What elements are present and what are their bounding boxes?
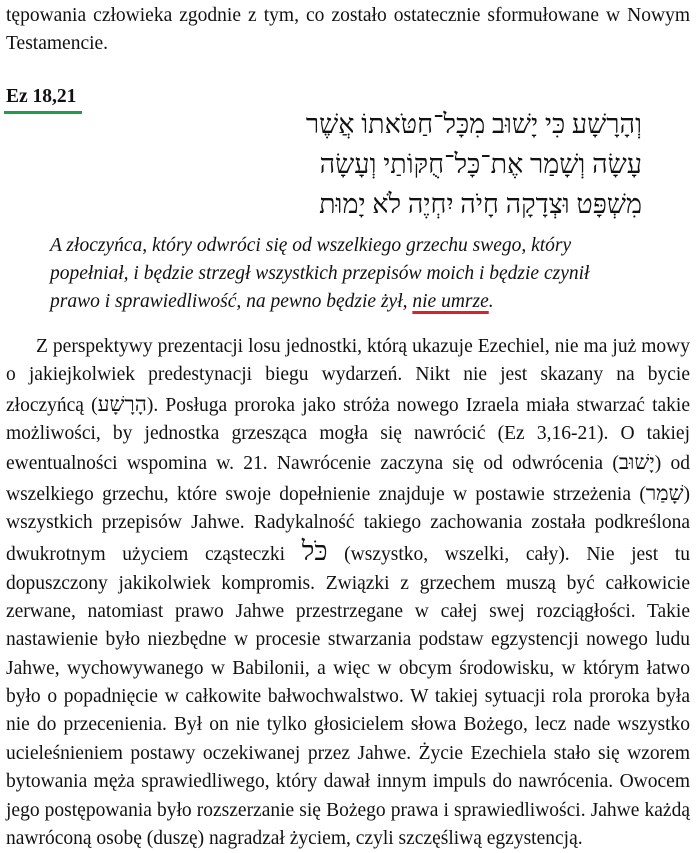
hebrew-word-yashuv: יָשׁוּב	[618, 450, 655, 475]
translation-line-3-end: .	[488, 291, 494, 312]
hebrew-word-kol: כֹּל	[301, 536, 328, 567]
commentary-part-1: Z perspektywy prezentacji losu jednostki, którą ukazuje Ezechiel, nie ma już mowy o jakiejkolwiek predestynacji biegu wydarzeń. Nikt nie jest skazany na bycie złoczyńcą (	[6, 336, 690, 416]
hebrew-word-harasha: הָרָשָׁע	[97, 391, 147, 416]
commentary-part-5: (wszystko, wszelki, cały). Nie jest tu dopuszczony jakikolwiek kompromis. Związki z grzechem muszą być całkowicie zerwane, natomiast prawo Jahwe przestrzegane w całej swej rozciągłości. Takie nastawienie było niezbędne w procesie stwarzania podstaw egzystencji nowego ludu Jahwe, wychowywanego w Babilonii, a więc w obcym środowisku, w którym łatwo było o popadnięcie w całkowite bałwochwalstwo. W takiej sytuacji rola proroka była nie do przecenienia. Był on nie tylko głosicielem słowa Bożego, lecz nade wszystko ucieleśnieniem postawy oczekiwanej przez Jahwe. Życie Ezechiela stało się wzorem bytowania męża sprawiedliwego, który dawał innym impuls do nawrócenia. Owocem jego postępowania było rozszerzanie się Bożego prawa i sprawiedliwości. Jahwe każdą nawróconą osobę (duszę) nagradzał życiem, czyli szczęśliwą egzystencją.	[6, 544, 690, 849]
hebrew-word-shamar: שָׁמַר	[645, 480, 684, 505]
translation-line-3	[50, 288, 670, 316]
hebrew-line-3: מִשְׁפָּט וּצְדָקָה חָיֹה יִחְיֶה לֹא יָמוּת	[319, 189, 642, 219]
verse-reference: Ez 18,21	[6, 86, 77, 107]
translation-line-1: A złoczyńca, który odwróci się od wszelkiego grzechu swego, który	[50, 235, 572, 256]
underlined-phrase: nie umrze	[412, 291, 489, 312]
verse-reference-underline	[4, 111, 82, 114]
commentary-paragraph	[6, 333, 690, 853]
commentary	[6, 333, 690, 853]
polish-translation	[50, 232, 670, 316]
commentary-part-4: ) wszystkich przepisów Jahwe. Radykalność takiego zachowania została podkreślona dwukrotnym użyciem cząsteczki	[6, 483, 690, 566]
translation-line-3-text: prawo i sprawiedliwość, na pewno będzie żył,	[50, 291, 408, 312]
translation-line-2: popełniał, i będzie strzegł wszystkich przepisów moich i będzie czynił	[50, 263, 590, 284]
intro-paragraph: tępowania człowieka zgodnie z tym, co zostało ostatecznie sformułowane w Nowym Testamencie.	[6, 5, 690, 54]
commentary-part-3: ) od wszelkiego grzechu, które swoje dopełnienie znajduje w postawie strzeżenia (	[6, 453, 691, 505]
hebrew-line-2: עָשָׂה וְשָׁמַר אֶת־כָּל־חֻקּוֹתַי וְעָשָׂה	[319, 149, 642, 179]
hebrew-verse	[102, 104, 642, 224]
hebrew-line-1: וְהָרָשָׁע כִּי יָשׁוּב מִכָּל־חַטֹּאתוֹ אֲשֶׁר	[305, 109, 642, 139]
commentary-part-2: ). Posługa proroka jako stróża nowego Izraela miała stwarzać takie możliwości, by jednostka grzesząca mogła się nawrócić (Ez 3,16-21). O takiej ewentualności wspomina w. 21. Nawrócenie zaczyna się od odwrócenia (	[6, 394, 690, 475]
